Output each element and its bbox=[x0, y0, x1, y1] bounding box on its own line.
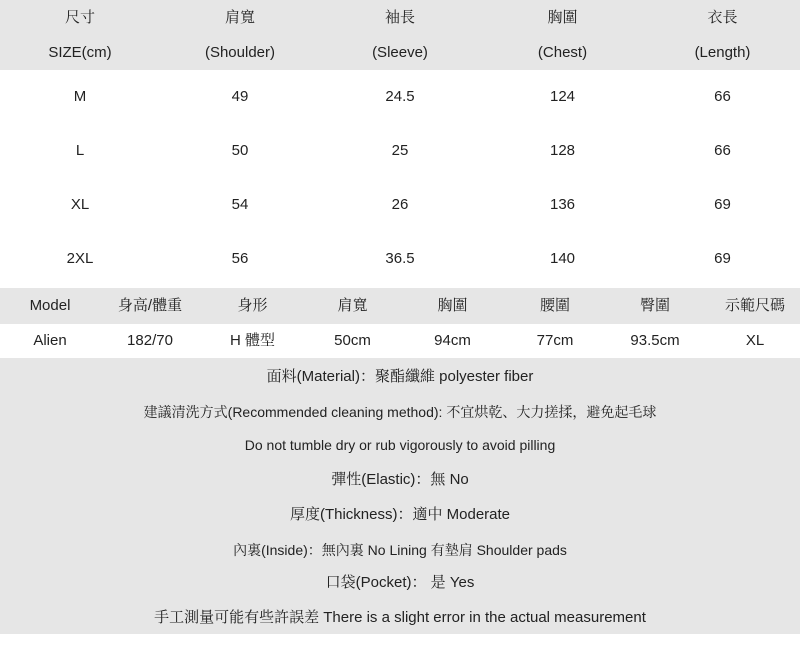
model-table-header bbox=[0, 288, 800, 324]
size-row-m bbox=[0, 70, 800, 124]
header-sleeve-en: (Sleeve) bbox=[372, 44, 428, 61]
header-chest: 胸圍 bbox=[437, 297, 468, 314]
model-height-weight: 182/70 bbox=[127, 332, 173, 349]
length-value: 69 bbox=[714, 196, 731, 213]
model-hip: 93.5cm bbox=[630, 332, 680, 349]
model-table-row bbox=[0, 324, 800, 358]
shoulder-value: 50 bbox=[231, 142, 249, 159]
size-table-body bbox=[0, 70, 800, 288]
size-row-xl bbox=[0, 178, 800, 232]
size-label: L bbox=[75, 142, 85, 159]
header-body-shape: 身形 bbox=[237, 297, 268, 314]
header-waist: 腰圍 bbox=[539, 297, 570, 314]
model-shoulder: 50cm bbox=[334, 332, 371, 349]
header-shoulder-en: (Shoulder) bbox=[204, 44, 276, 61]
header-size-en: SIZE(cm) bbox=[48, 44, 112, 61]
sleeve-value: 26 bbox=[391, 196, 409, 213]
length-value: 66 bbox=[714, 142, 731, 159]
thickness-line: 厚度(Thickness)：適中 Moderate bbox=[289, 506, 511, 523]
header-length-en: (Length) bbox=[694, 44, 751, 61]
length-value: 66 bbox=[714, 88, 731, 105]
header-height-weight: 身高/體重 bbox=[117, 297, 183, 314]
size-row-l bbox=[0, 124, 800, 178]
model-chest: 94cm bbox=[434, 332, 471, 349]
cleaning-en-line: Do not tumble dry or rub vigorously to avoid pilling bbox=[244, 437, 556, 453]
chest-value: 136 bbox=[549, 196, 576, 213]
error-note-line: 手工測量可能有些許誤差 There is a slight error in the actual measurement bbox=[154, 609, 646, 626]
length-value: 69 bbox=[714, 250, 731, 267]
shoulder-value: 56 bbox=[231, 250, 249, 267]
chest-value: 124 bbox=[549, 88, 576, 105]
header-hip: 臀圍 bbox=[639, 297, 670, 314]
shoulder-value: 49 bbox=[231, 88, 249, 105]
inside-line: 內裏(Inside)：無內裏 No Lining 有墊肩 Shoulder pads bbox=[233, 542, 567, 558]
header-size-zh: 尺寸 bbox=[64, 9, 95, 26]
model-waist: 77cm bbox=[536, 332, 574, 349]
header-shoulder: 肩寬 bbox=[337, 297, 368, 314]
size-label: 2XL bbox=[66, 250, 94, 267]
header-sleeve-zh: 袖長 bbox=[384, 9, 415, 26]
product-info-panel bbox=[0, 358, 800, 634]
header-demo-size: 示範尺碼 bbox=[724, 297, 785, 314]
model-body-shape: H 體型 bbox=[229, 332, 275, 349]
header-length-zh: 衣長 bbox=[707, 9, 738, 26]
header-chest-zh: 胸圍 bbox=[547, 9, 578, 26]
chest-value: 140 bbox=[549, 250, 576, 267]
sleeve-value: 25 bbox=[391, 142, 409, 159]
size-label: M bbox=[73, 88, 87, 105]
size-table-header bbox=[0, 0, 800, 70]
size-row-2xl bbox=[0, 232, 800, 286]
header-chest-en: (Chest) bbox=[537, 44, 588, 61]
cleaning-line: 建議清洗方式(Recommended cleaning method): 不宜烘乾、大力搓揉，避免起毛球 bbox=[143, 404, 657, 420]
shoulder-value: 54 bbox=[231, 196, 249, 213]
chest-value: 128 bbox=[549, 142, 576, 159]
header-shoulder-zh: 肩寬 bbox=[224, 9, 255, 26]
header-model: Model bbox=[29, 297, 71, 314]
pocket-line: 口袋(Pocket)： 是 Yes bbox=[325, 574, 475, 591]
model-demo-size: XL bbox=[745, 332, 765, 349]
size-header-row-en bbox=[0, 35, 800, 70]
elastic-line: 彈性(Elastic)：無 No bbox=[331, 471, 469, 488]
size-label: XL bbox=[70, 196, 90, 213]
size-header-row-zh bbox=[0, 0, 800, 35]
sleeve-value: 36.5 bbox=[385, 250, 415, 267]
material-line: 面料(Material)：聚酯纖維 polyester fiber bbox=[266, 368, 534, 385]
sleeve-value: 24.5 bbox=[385, 88, 415, 105]
model-name: Alien bbox=[33, 332, 67, 349]
